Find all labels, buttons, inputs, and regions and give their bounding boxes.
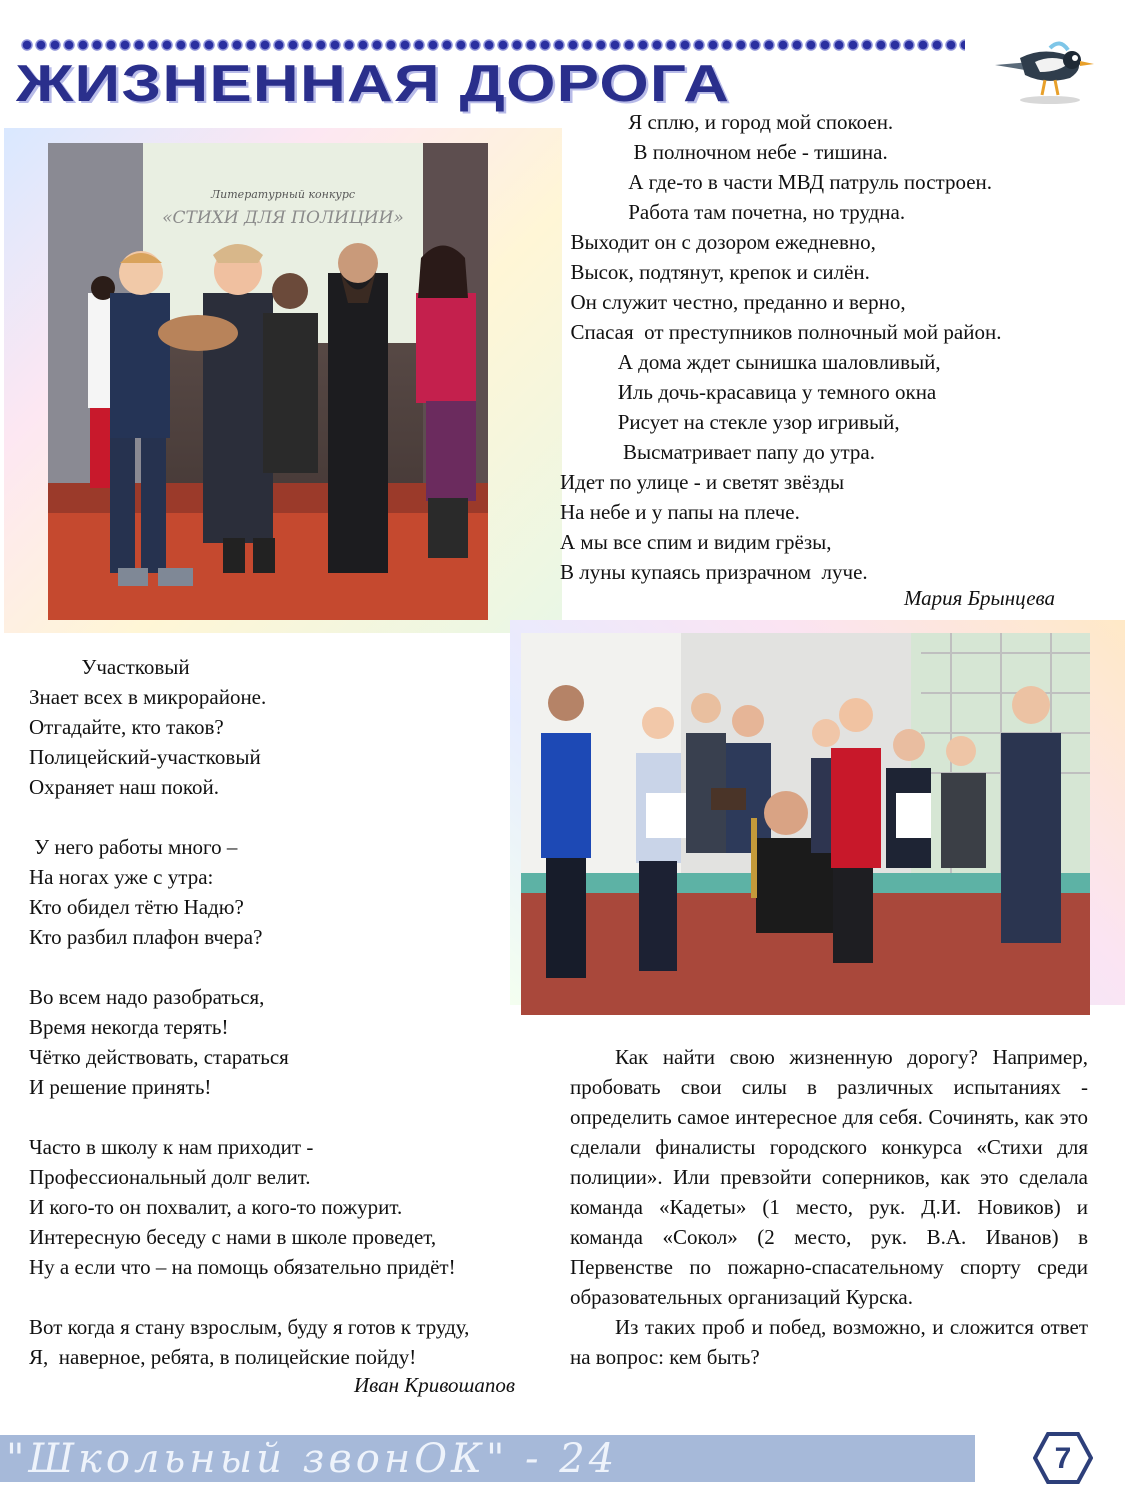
poem-line [29, 952, 559, 982]
poem-line: В полночном небе - тишина. [560, 140, 888, 164]
poem-line: У него работы много – [29, 835, 238, 859]
poem-line: И кого-то он похвалит, а кого-то пожурит. [29, 1195, 403, 1219]
page-title: ЖИЗНЕННАЯ ДОРОГА [16, 55, 731, 113]
poem-line: Чётко действовать, стараться [29, 1045, 289, 1069]
photo-award-ceremony [48, 143, 488, 620]
photo-team-competition [521, 633, 1090, 1015]
poem-line: Иль дочь-красавица у темного окна [560, 380, 937, 404]
poem-author-bryntseva: Мария Брынцева [903, 586, 1055, 610]
article-paragraph: Из таких проб и побед, возможно, и сложится ответ на вопрос: кем быть? [570, 1315, 1088, 1369]
poem-line: Высок, подтянут, крепок и силён. [560, 260, 870, 284]
poem-author-krivoshapov: Иван Кривошапов [353, 1373, 515, 1397]
poem-line: Вот когда я стану взрослым, буду я готов к труду, [29, 1315, 470, 1339]
poem-line: Он служит честно, преданно и верно, [560, 290, 906, 314]
poem-line: А мы все спим и видим грёзы, [560, 530, 832, 554]
poem-line: Кто обидел тётю Надю? [29, 895, 244, 919]
article-life-path [570, 1042, 1088, 1372]
poem-line: Высматривает папу до утра. [560, 440, 875, 464]
poem-line: Ну а если что – на помощь обязательно придёт! [29, 1255, 456, 1279]
poem-line: Кто разбил плафон вчера? [29, 925, 263, 949]
poem-night-patrol [560, 107, 1115, 587]
poem-line [29, 802, 559, 832]
bird-mascot-icon [990, 40, 1100, 105]
poem-line: И решение принять! [29, 1075, 212, 1099]
poem-line: Часто в школу к нам приходит - [29, 1135, 314, 1159]
poem-line: Спасая от преступников полночный мой район. [560, 320, 1002, 344]
poem-line: Во всем надо разобраться, [29, 985, 265, 1009]
poem-line: Время некогда терять! [29, 1015, 229, 1039]
poem-line: Профессиональный долг велит. [29, 1165, 311, 1189]
poem-line: Рисует на стекле узор игривый, [560, 410, 900, 434]
screen-caption-line2: «СТИХИ ДЛЯ ПОЛИЦИИ» [162, 208, 404, 228]
article-paragraph: Как найти свою жизненную дорогу? Например, пробовать свои силы в различных испытаниях - определить самое интересное для себя. Сочинять, как это сделали финалисты городского конкурса «Стихи для полиции». Или превзойти соперников, как это сделала команда «Кадеты» (1 место, рук. Д.И. Новиков) и команда «Сокол» (2 место, рук. В.А. Иванов) в Первенстве по пожарно-спасательному спорту среди образовательных организаций Курска. [570, 1045, 1088, 1309]
poem-line: На ногах уже с утра: [29, 865, 214, 889]
poem-line: А где-то в части МВД патруль построен. [560, 170, 993, 194]
poem-line: Идет по улице - и светят звёзды [560, 470, 845, 494]
poem-line: Интересную беседу с нами в школе проведет, [29, 1225, 437, 1249]
page-number: 7 [1054, 1442, 1072, 1475]
poem-uchastkovy [29, 652, 559, 1372]
screen-caption-line1: Литературный конкурс [210, 188, 356, 201]
footer-magazine-name: "Школьный звонОК" - 24 [6, 1436, 619, 1482]
poem-line: Я, наверное, ребята, в полицейские пойду! [29, 1345, 417, 1369]
poem-line: Знает всех в микрорайоне. [29, 685, 267, 709]
poem-line [29, 1102, 559, 1132]
page-number-badge [1033, 1430, 1093, 1486]
poem-line: В луны купаясь призрачном луче. [560, 560, 868, 584]
poem-line [29, 1282, 559, 1312]
poem-line: Полицейский-участковый [29, 745, 261, 769]
poem-line: Выходит он с дозором ежедневно, [560, 230, 876, 254]
poem-line: Участковый [29, 655, 190, 679]
poem-line: Работа там почетна, но трудна. [560, 200, 906, 224]
poem-line: А дома ждет сынишка шаловливый, [560, 350, 941, 374]
header-dot-border [20, 36, 965, 54]
poem-line: Я сплю, и город мой спокоен. [560, 110, 894, 134]
poem-line: На небе и у папы на плече. [560, 500, 800, 524]
poem-line: Отгадайте, кто таков? [29, 715, 224, 739]
poem-line: Охраняет наш покой. [29, 775, 219, 799]
